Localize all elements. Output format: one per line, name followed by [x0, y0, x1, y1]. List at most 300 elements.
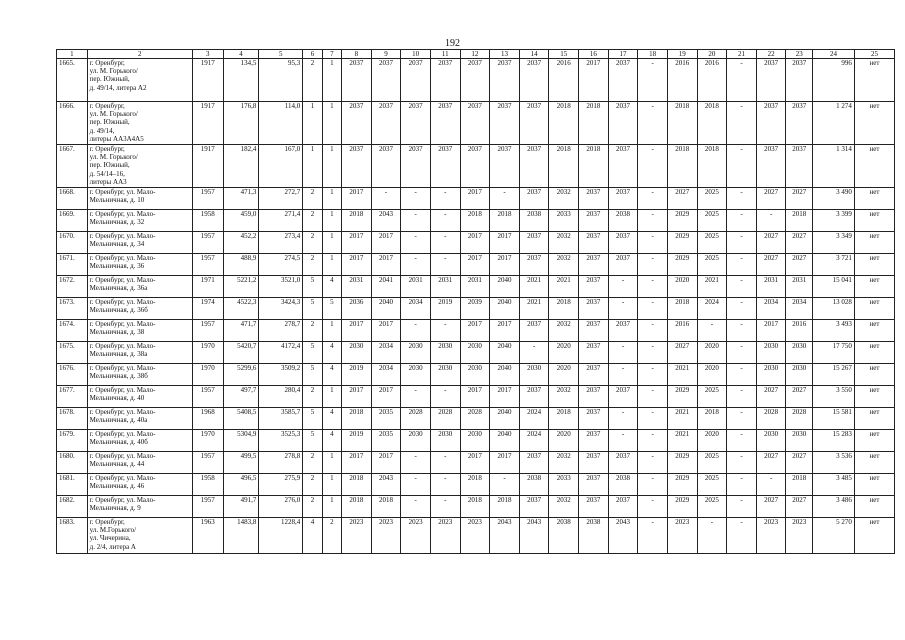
data-cell: нет [854, 364, 894, 386]
data-cell: 2029 [667, 452, 697, 474]
data-cell: 2034 [371, 364, 401, 386]
address-line: литеры АА3А4А5 [89, 134, 144, 143]
data-cell: 2017 [371, 386, 401, 408]
data-cell: 2017 [342, 320, 372, 342]
data-cell: 2 [303, 59, 322, 102]
data-cell: 2023 [460, 518, 490, 554]
data-cell: 1 [322, 452, 341, 474]
data-cell: 2021 [549, 276, 579, 298]
data-cell: 2018 [460, 210, 490, 232]
data-cell: 2030 [460, 342, 490, 364]
data-cell: 2027 [786, 386, 813, 408]
data-cell: 2043 [371, 210, 401, 232]
data-cell: 1 [322, 210, 341, 232]
column-number-header: 6 [303, 50, 322, 59]
data-cell: 2023 [401, 518, 431, 554]
data-cell: нет [854, 102, 894, 145]
data-cell: 2040 [490, 342, 520, 364]
data-cell: 2037 [579, 276, 609, 298]
data-cell: 2027 [786, 496, 813, 518]
data-cell: 2017 [460, 320, 490, 342]
data-cell: 2037 [519, 102, 549, 145]
data-cell: 2018 [697, 408, 727, 430]
data-cell: 2030 [756, 342, 786, 364]
data-cell: 2018 [460, 496, 490, 518]
data-cell: 2037 [579, 254, 609, 276]
address-line: Мельничная, д. 9 [89, 504, 141, 513]
data-cell: - [638, 496, 668, 518]
data-cell: 2038 [519, 474, 549, 496]
data-cell: 1963 [192, 518, 223, 554]
data-cell: 2017 [490, 320, 520, 342]
data-cell: 1917 [192, 102, 223, 145]
data-cell: - [756, 210, 786, 232]
data-cell: 2031 [342, 276, 372, 298]
address-line: Мельничная, д. 46 [89, 482, 145, 491]
data-cell: 274,5 [259, 254, 303, 276]
data-cell: 2017 [460, 232, 490, 254]
data-cell: - [638, 474, 668, 496]
data-cell: нет [854, 518, 894, 554]
data-cell: - [638, 342, 668, 364]
data-cell: 2030 [756, 430, 786, 452]
data-cell: 2037 [371, 102, 401, 145]
data-cell: 4 [303, 518, 322, 554]
data-cell: - [638, 102, 668, 145]
column-number-header: 18 [638, 50, 668, 59]
data-cell: 471,3 [223, 188, 259, 210]
data-cell: - [638, 408, 668, 430]
data-cell: 5408,5 [223, 408, 259, 430]
data-cell: 2037 [519, 145, 549, 188]
data-cell: 2031 [460, 276, 490, 298]
data-cell: - [638, 364, 668, 386]
data-cell: 2037 [579, 342, 609, 364]
data-cell: 2023 [342, 518, 372, 554]
data-cell: 3 486 [813, 496, 855, 518]
data-cell: 2030 [756, 364, 786, 386]
data-cell: 1958 [192, 210, 223, 232]
data-cell: - [430, 452, 460, 474]
data-cell: 3 485 [813, 474, 855, 496]
data-cell: 2020 [697, 364, 727, 386]
column-number-header: 17 [608, 50, 638, 59]
data-cell: 4522,3 [223, 298, 259, 320]
data-cell: 2017 [342, 386, 372, 408]
data-cell: 452,2 [223, 232, 259, 254]
row-number: 1680. [57, 452, 88, 474]
data-cell: - [638, 59, 668, 102]
data-cell: 5 [303, 430, 322, 452]
column-number-header: 7 [322, 50, 341, 59]
column-number-header: 9 [371, 50, 401, 59]
address-line: г. Оренбург, [89, 59, 125, 67]
data-cell: 1970 [192, 430, 223, 452]
data-cell: 2017 [460, 452, 490, 474]
data-cell: 3 399 [813, 210, 855, 232]
data-cell: 1 [322, 254, 341, 276]
address-line: г. Оренбург, [89, 102, 125, 110]
data-cell: 2037 [519, 496, 549, 518]
data-cell: 3509,2 [259, 364, 303, 386]
address-cell [87, 518, 192, 554]
row-number: 1671. [57, 254, 88, 276]
table-row [57, 430, 895, 452]
data-cell: - [490, 188, 520, 210]
data-cell: - [727, 430, 757, 452]
data-cell: 2030 [786, 342, 813, 364]
data-cell: 2029 [667, 254, 697, 276]
data-cell: 1 [303, 102, 322, 145]
data-cell: нет [854, 320, 894, 342]
table-row [57, 298, 895, 320]
address-cell [87, 474, 192, 496]
data-cell: 1 [322, 386, 341, 408]
data-cell: 2018 [549, 145, 579, 188]
data-cell: 2017 [371, 254, 401, 276]
address-cell [87, 364, 192, 386]
data-cell: 2024 [519, 430, 549, 452]
address-cell [87, 254, 192, 276]
data-cell: нет [854, 430, 894, 452]
data-cell: 2016 [697, 59, 727, 102]
data-cell: 2037 [786, 145, 813, 188]
data-cell: 2036 [342, 298, 372, 320]
data-cell: 3 490 [813, 188, 855, 210]
data-cell: 2043 [490, 518, 520, 554]
data-cell: 1971 [192, 276, 223, 298]
address-line: г. Оренбург, ул. Мало- [89, 320, 156, 328]
data-cell: 2028 [430, 408, 460, 430]
data-cell: 2038 [608, 210, 638, 232]
data-cell: 2038 [519, 210, 549, 232]
data-cell: - [727, 188, 757, 210]
data-cell: 2037 [579, 430, 609, 452]
data-cell: 2017 [490, 452, 520, 474]
data-cell: 2017 [460, 254, 490, 276]
table-row [57, 342, 895, 364]
data-cell: - [430, 254, 460, 276]
table-row [57, 452, 895, 474]
row-number: 1666. [57, 102, 88, 145]
data-cell: 2030 [460, 430, 490, 452]
data-cell: - [401, 320, 431, 342]
column-number-header: 19 [667, 50, 697, 59]
address-line: Мельничная, д. 32 [89, 218, 145, 227]
address-cell [87, 59, 192, 102]
data-cell: 2035 [371, 408, 401, 430]
data-cell: 2037 [519, 188, 549, 210]
data-cell: 5221,2 [223, 276, 259, 298]
data-cell: нет [854, 276, 894, 298]
data-cell: 1957 [192, 496, 223, 518]
data-cell: 1 [322, 59, 341, 102]
address-cell [87, 210, 192, 232]
data-cell: 2020 [549, 342, 579, 364]
data-cell: 2023 [430, 518, 460, 554]
data-cell: 2037 [371, 59, 401, 102]
address-line: г. Оренбург, ул. Мало- [89, 496, 156, 504]
data-cell: 1957 [192, 320, 223, 342]
data-cell: - [401, 474, 431, 496]
address-line: Мельничная, д. 38 [89, 328, 145, 337]
data-cell: - [430, 210, 460, 232]
data-cell: - [401, 232, 431, 254]
data-cell: 2030 [430, 342, 460, 364]
data-cell: - [727, 210, 757, 232]
data-cell: - [638, 518, 668, 554]
data-cell: 2038 [608, 474, 638, 496]
data-cell: - [727, 452, 757, 474]
data-cell: 2025 [697, 254, 727, 276]
data-cell: 2032 [549, 188, 579, 210]
data-cell: 2019 [430, 298, 460, 320]
data-cell: 2020 [549, 364, 579, 386]
data-cell: 114,0 [259, 102, 303, 145]
data-cell: 1 [322, 188, 341, 210]
data-cell: 2032 [549, 496, 579, 518]
data-cell: 2 [303, 386, 322, 408]
table-row [57, 102, 895, 145]
data-cell: 2037 [401, 145, 431, 188]
data-cell: 2037 [608, 386, 638, 408]
data-cell: - [727, 320, 757, 342]
address-line: г. Оренбург, ул. Мало- [89, 474, 156, 482]
data-cell: 2028 [786, 408, 813, 430]
data-cell: 2037 [608, 320, 638, 342]
data-cell: 2027 [786, 254, 813, 276]
data-cell: 2017 [756, 320, 786, 342]
data-cell: 2040 [371, 298, 401, 320]
row-number: 1667. [57, 145, 88, 188]
data-cell: 1917 [192, 59, 223, 102]
column-number-header: 4 [223, 50, 259, 59]
data-cell: 15 267 [813, 364, 855, 386]
data-cell: 2027 [667, 188, 697, 210]
table-row [57, 254, 895, 276]
data-cell: 2019 [342, 430, 372, 452]
data-cell: 2037 [579, 474, 609, 496]
row-number: 1683. [57, 518, 88, 554]
data-cell: 2037 [342, 145, 372, 188]
data-cell: 2018 [490, 210, 520, 232]
data-cell: 2037 [579, 386, 609, 408]
address-line: Мельничная, д. 38б [89, 372, 148, 381]
address-line: литеры АА3 [89, 177, 127, 186]
data-cell: 2017 [460, 386, 490, 408]
column-number-header: 20 [697, 50, 727, 59]
data-cell: 2037 [519, 232, 549, 254]
data-cell: 2032 [549, 232, 579, 254]
data-cell: 3 349 [813, 232, 855, 254]
table-row [57, 210, 895, 232]
data-cell: 2025 [697, 496, 727, 518]
row-number: 1679. [57, 430, 88, 452]
data-cell: 2030 [342, 342, 372, 364]
data-cell: 1970 [192, 342, 223, 364]
data-cell: нет [854, 386, 894, 408]
row-number: 1677. [57, 386, 88, 408]
data-cell: 2030 [401, 342, 431, 364]
data-cell: - [608, 342, 638, 364]
data-cell: 278,8 [259, 452, 303, 474]
data-cell: 2030 [430, 364, 460, 386]
data-cell: - [727, 232, 757, 254]
data-cell: - [756, 474, 786, 496]
column-number-header: 1 [57, 50, 88, 59]
row-number: 1678. [57, 408, 88, 430]
data-cell: 2018 [371, 496, 401, 518]
address-line: пер. Южный, [89, 161, 130, 170]
data-cell: 2037 [579, 408, 609, 430]
data-cell: 2032 [549, 452, 579, 474]
data-cell: 2037 [579, 298, 609, 320]
data-cell: 2021 [667, 430, 697, 452]
data-cell: 276,0 [259, 496, 303, 518]
data-cell: 2043 [519, 518, 549, 554]
data-cell: 2017 [490, 386, 520, 408]
table-body [57, 59, 895, 554]
data-cell: 134,5 [223, 59, 259, 102]
data-cell: 2025 [697, 386, 727, 408]
data-cell: 2018 [579, 145, 609, 188]
data-cell: 2017 [371, 320, 401, 342]
data-cell: 2031 [786, 276, 813, 298]
data-cell: - [608, 430, 638, 452]
data-cell: 1968 [192, 408, 223, 430]
data-cell: 15 283 [813, 430, 855, 452]
data-cell: 2037 [579, 496, 609, 518]
address-line: ул. М. Горького/ [89, 67, 138, 76]
data-cell: 2037 [460, 59, 490, 102]
data-cell: - [727, 342, 757, 364]
data-cell: 2020 [697, 430, 727, 452]
address-cell [87, 232, 192, 254]
address-line: ул. М.Горького/ [89, 526, 137, 535]
data-cell: 1970 [192, 364, 223, 386]
address-cell [87, 102, 192, 145]
address-cell [87, 496, 192, 518]
data-cell: 2037 [579, 232, 609, 254]
data-cell: 2 [303, 496, 322, 518]
data-cell: - [638, 145, 668, 188]
data-cell: нет [854, 232, 894, 254]
data-cell: 2034 [371, 342, 401, 364]
address-line: д. 54/14–16, [89, 169, 125, 178]
address-line: д. 2/4, литера А [89, 542, 136, 551]
row-number: 1668. [57, 188, 88, 210]
column-number-header: 2 [87, 50, 192, 59]
data-cell: - [401, 188, 431, 210]
data-cell: 2018 [342, 496, 372, 518]
data-cell: 2023 [667, 518, 697, 554]
data-cell: 2037 [608, 254, 638, 276]
data-cell: 2027 [756, 452, 786, 474]
data-cell: 2037 [519, 254, 549, 276]
data-cell: - [727, 59, 757, 102]
address-cell [87, 342, 192, 364]
data-cell: 2030 [519, 364, 549, 386]
data-cell: 5 [303, 298, 322, 320]
row-number: 1675. [57, 342, 88, 364]
data-cell: 3 493 [813, 320, 855, 342]
data-cell: 2037 [579, 188, 609, 210]
data-cell: - [727, 364, 757, 386]
address-line: г. Оренбург, ул. Мало- [89, 364, 156, 372]
data-cell: 2016 [786, 320, 813, 342]
data-cell: нет [854, 254, 894, 276]
table-row [57, 320, 895, 342]
data-cell: - [727, 298, 757, 320]
column-number-header: 15 [549, 50, 579, 59]
table-row [57, 386, 895, 408]
data-cell: 2029 [667, 386, 697, 408]
data-cell: 2025 [697, 232, 727, 254]
data-cell: 2030 [786, 364, 813, 386]
data-cell: 2030 [430, 430, 460, 452]
data-cell: 2017 [490, 232, 520, 254]
data-cell: нет [854, 452, 894, 474]
data-cell: 2021 [697, 276, 727, 298]
data-cell: 2033 [549, 474, 579, 496]
table-row [57, 276, 895, 298]
data-cell: 273,4 [259, 232, 303, 254]
data-cell: 2037 [608, 188, 638, 210]
table-row [57, 518, 895, 554]
address-line: пер. Южный, [89, 75, 130, 84]
data-cell: 2037 [342, 59, 372, 102]
address-line: Мельничная, д. 40б [89, 438, 148, 447]
data-cell: 2037 [401, 59, 431, 102]
column-number-header: 13 [490, 50, 520, 59]
data-cell: 491,7 [223, 496, 259, 518]
data-cell: 4 [322, 276, 341, 298]
data-cell: - [638, 320, 668, 342]
data-cell: 2037 [579, 320, 609, 342]
data-cell: 2021 [667, 408, 697, 430]
data-cell: 2029 [667, 232, 697, 254]
data-cell: - [638, 210, 668, 232]
data-cell: - [430, 386, 460, 408]
column-number-header: 8 [342, 50, 372, 59]
address-line: г. Оренбург, ул. Мало- [89, 298, 156, 306]
data-cell: - [727, 518, 757, 554]
data-cell: 4 [322, 342, 341, 364]
column-number-header: 3 [192, 50, 223, 59]
data-cell: 499,5 [223, 452, 259, 474]
data-cell: 2017 [490, 254, 520, 276]
address-line: Мельничная, д. 36 [89, 262, 145, 271]
data-cell: - [401, 254, 431, 276]
column-number-header: 10 [401, 50, 431, 59]
data-cell: - [490, 474, 520, 496]
address-line: г. Оренбург, ул. Мало- [89, 276, 156, 284]
data-cell: 2034 [756, 298, 786, 320]
data-cell: - [727, 102, 757, 145]
data-cell: 2037 [786, 59, 813, 102]
address-cell [87, 145, 192, 188]
data-cell: 2029 [667, 474, 697, 496]
data-cell: 2018 [549, 298, 579, 320]
data-cell: 3424,3 [259, 298, 303, 320]
data-cell: нет [854, 145, 894, 188]
data-cell: - [430, 232, 460, 254]
data-cell: 1 274 [813, 102, 855, 145]
column-number-header: 23 [786, 50, 813, 59]
column-number-header: 12 [460, 50, 490, 59]
data-cell: нет [854, 188, 894, 210]
data-cell: 1974 [192, 298, 223, 320]
